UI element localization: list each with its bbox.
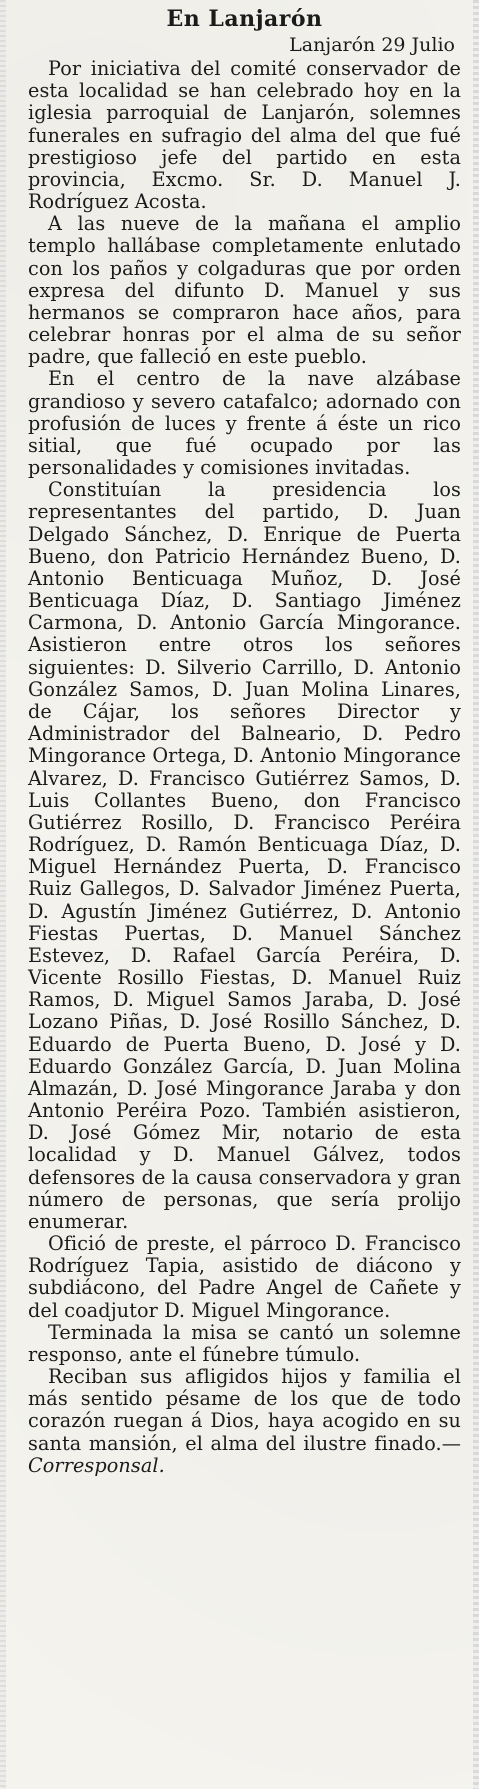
right-page-edge — [473, 0, 479, 1789]
paragraph-6: Terminada la misa se cantó un solemne responso, ante el fúnebre túmulo. — [28, 1320, 461, 1366]
paragraph-2: A las nueve de la mañana el amplio templo hallábase completamente enlutado con los paños y colgaduras que por orden expresa del difunto D. Manuel y sus hermanos se compraron hace años, para celebrar honras por el alma de su señor padre, que falleció en este pueblo. — [28, 212, 461, 369]
signature: Corresponsal. — [28, 1453, 165, 1477]
paragraph-1: Por iniciativa del comité conservador de esta localidad se han celebrado hoy en la iglesia parroquial de Lanjarón, solemnes funerales en sufragio del alma del que fué prestigioso jefe del partido en esta provincia, Excmo. Sr. D. Manuel J. Rodríguez Acosta. — [28, 57, 461, 214]
paragraph-7 — [28, 1366, 461, 1477]
paragraph-3: En el centro de la nave alzábase grandioso y severo catafalco; adornado con profusión de luces y frente á éste un rico sitial, que fué ocupado por las personalidades y comisiones invitadas. — [28, 367, 461, 480]
closing-text: Reciban sus afligidos hijos y familia el más sentido pésame de los que de todo corazón ruegan á Dios, haya acogido en su santa mansión, el alma del ilustre finado.— — [28, 1365, 461, 1455]
article-column — [28, 6, 461, 1477]
article-title: En Lanjarón — [166, 6, 323, 32]
paragraph-5: Ofició de preste, el párroco D. Francisco Rodríguez Tapia, asistido de diácono y subdiácono, del Padre Angel de Cañete y del coadjutor D. Miguel Mingorance. — [28, 1232, 461, 1322]
article-dateline: Lanjarón 29 Julio — [289, 34, 455, 56]
left-page-edge — [0, 0, 6, 1789]
paragraph-4: Constituían la presidencia los representantes del partido, D. Juan Delgado Sánchez, D. Enrique de Puerta Bueno, don Patricio Hernández Bueno, D. Antonio Benticuaga Muñoz, D. José Benticuaga Díaz, D. Santiago Jiménez Carmona, D. Antonio García Mingorance. Asistieron entre otros los señores siguientes: D. Silverio Carrillo, D. Antonio González Samos, D. Juan Molina Linares, de Cájar, los señores Director y Administrador del Balneario, D. Pedro Mingorance Ortega, D. Antonio Mingorance Alvarez, D. Francisco Gutiérrez Samos, D. Luis Collantes Bueno, don Francisco Gutiérrez Rosillo, D. Francisco Peréira Rodríguez, D. Ramón Benticuaga Díaz, D. Miguel Hernández Puerta, D. Francisco Ruiz Gallegos, D. Salvador Jiménez Puerta, D. Agustín Jiménez Gutiérrez, D. Antonio Fiestas Puertas, D. Manuel Sánchez Estevez, D. Rafael García Peréira, D. Vicente Rosillo Fiestas, D. Manuel Ruiz Ramos, D. Miguel Samos Jaraba, D. José Lozano Piñas, D. José Rosillo Sánchez, D. Eduardo de Puerta Bueno, D. José y D. Eduardo González García, D. Juan Molina Almazán, D. José Mingorance Jaraba y don Antonio Peréira Pozo. También asistieron, D. José Gómez Mir, notario de esta localidad y D. Manuel Gálvez, todos defensores de la causa conservadora y gran número de personas, que sería prolijo enumerar. — [28, 478, 461, 1233]
